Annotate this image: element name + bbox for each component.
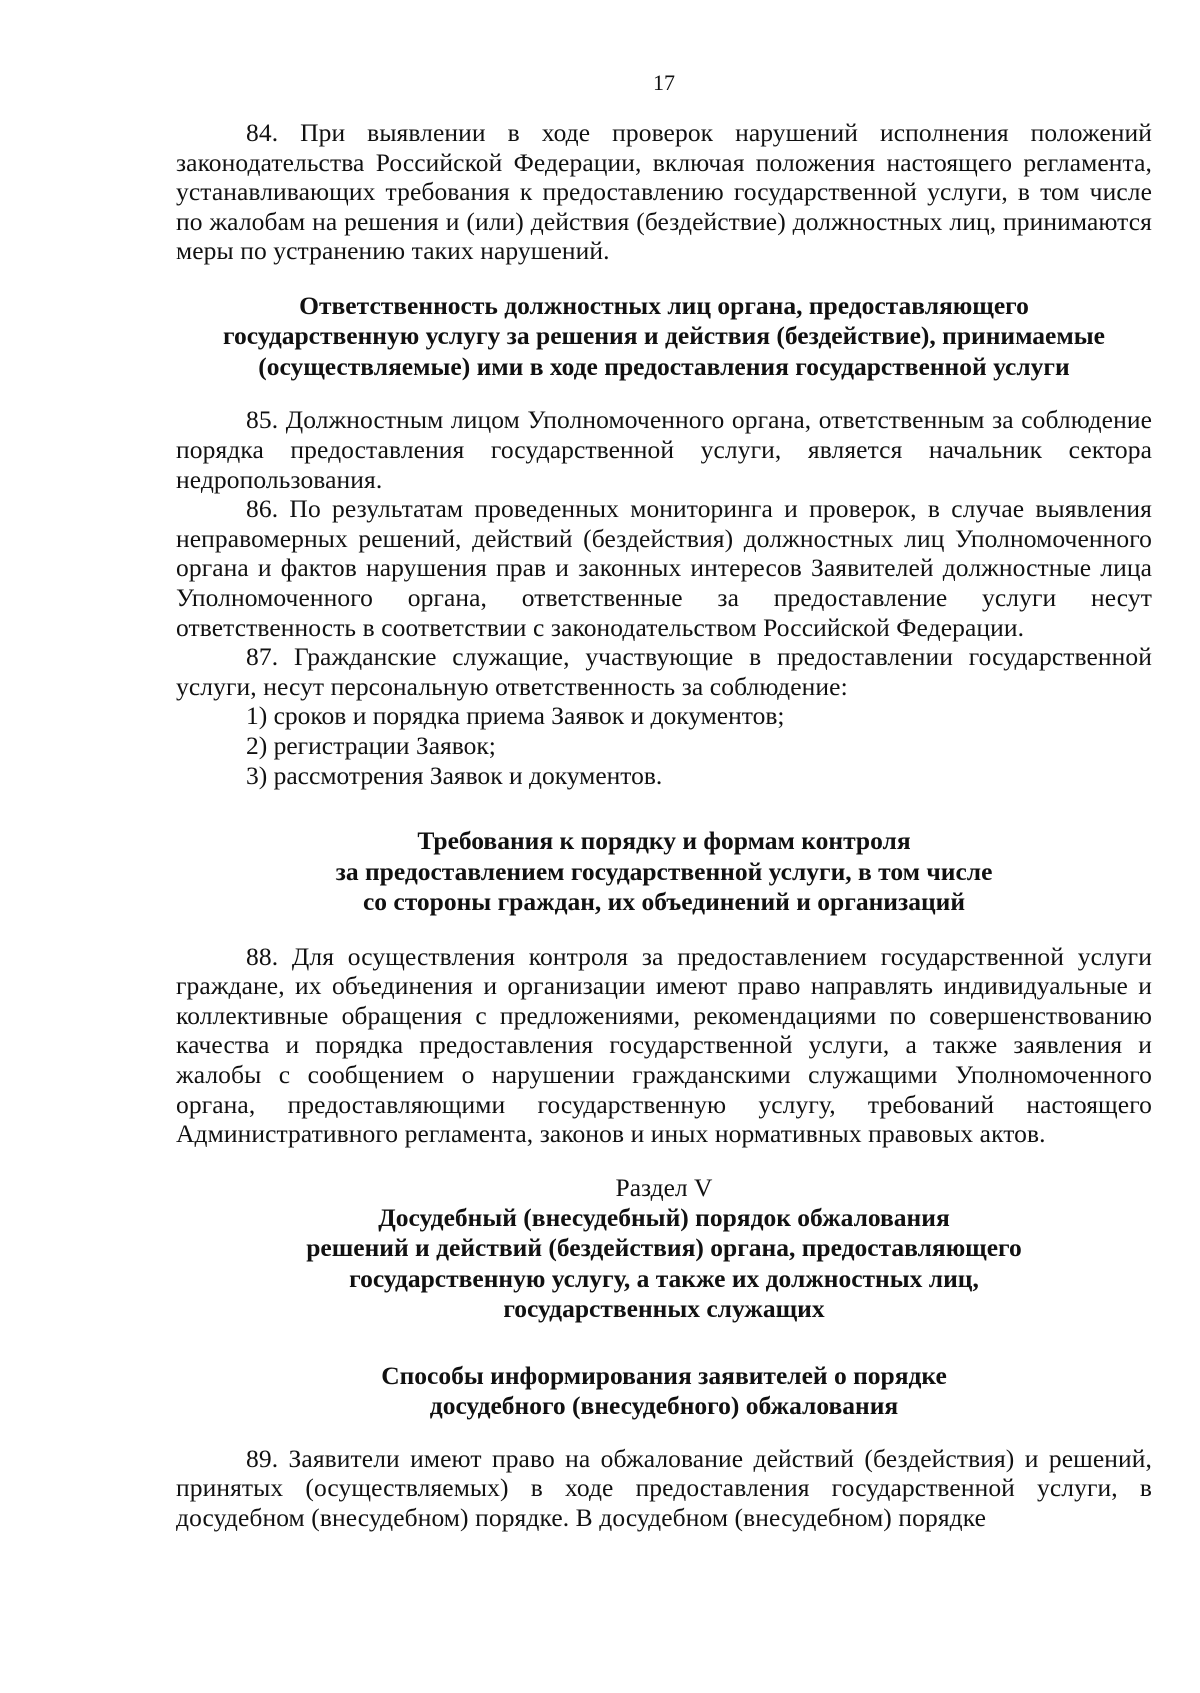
- heading-line: Досудебный (внесудебный) порядок обжалования: [378, 1202, 950, 1232]
- heading-line: Ответственность должностных лиц органа, предоставляющего: [299, 290, 1029, 320]
- paragraph-86: 86. По результатам проведенных мониторинга и проверок, в случае выявления неправомерных решений, действий (бездействия) должностных лиц Уполномоченного органа и фактов нарушения прав и законных интересов Заявителей должностные лица Уполномоченного органа, ответственные за предоставление услуги несут ответственность в соответствии с законодательством Российской Федерации.: [176, 494, 1152, 642]
- heading-inform: [176, 1361, 1152, 1422]
- section-label: Раздел V: [615, 1172, 713, 1202]
- paragraph-87: 87. Гражданские служащие, участвующие в предоставлении государственной услуги, несут персональную ответственность за соблюдение:: [176, 642, 1152, 701]
- paragraph-84: 84. При выявлении в ходе проверок нарушений исполнения положений законодательства Российской Федерации, включая положения настоящего регламента, устанавливающих требования к предоставлению государственной услуги, в том числе по жалобам на решения и (или) действия (бездействие) должностных лиц, принимаются меры по устранению таких нарушений.: [176, 118, 1152, 266]
- heading-responsibility: [176, 291, 1152, 383]
- list-item: 3) рассмотрения Заявок и документов.: [246, 760, 663, 790]
- heading-line: государственную услугу за решения и действия (бездействие), принимаемые: [223, 321, 1105, 351]
- paragraph-89: 89. Заявители имеют право на обжалование действий (бездействия) и решений, принятых (осуществляемых) в ходе предоставления государственной услуги, в досудебном (внесудебном) порядке. В досудебном (внесудебном) порядке: [176, 1443, 1152, 1533]
- page-number: 17: [653, 70, 675, 95]
- heading-line: со стороны граждан, их объединений и организаций: [362, 887, 966, 917]
- heading-line: Способы информирования заявителей о порядке: [381, 1360, 947, 1390]
- heading-section-v: [176, 1203, 1152, 1325]
- heading-line: досудебного (внесудебного) обжалования: [429, 1391, 899, 1421]
- heading-line: Требования к порядку и формам контроля: [417, 826, 911, 856]
- list-item: 2) регистрации Заявок;: [246, 731, 496, 760]
- heading-line: решений и действий (бездействия) органа, предоставляющего: [306, 1233, 1022, 1263]
- paragraph-85: 85. Должностным лицом Уполномоченного органа, ответственным за соблюдение порядка предоставления государственной услуги, является начальник сектора недропользования.: [176, 405, 1152, 494]
- heading-line: (осуществляемые) ими в ходе предоставления государственной услуги: [258, 351, 1070, 381]
- paragraph-88: 88. Для осуществления контроля за предоставлением государственной услуги граждане, их объединения и организации имеют право направлять индивидуальные и коллективные обращения с предложениями, рекомендациями по совершенствованию качества и порядка предоставления государственной услуги, а также заявления и жалобы с сообщением о нарушении гражданскими служащими Уполномоченного органа, предоставляющими государственную услугу, требований настоящего Административного регламента, законов и иных нормативных правовых актов.: [176, 941, 1152, 1149]
- heading-line: государственных служащих: [503, 1294, 825, 1324]
- heading-line: государственную услугу, а также их должностных лиц,: [349, 1263, 979, 1293]
- heading-control: [176, 826, 1152, 918]
- list-item: 1) сроков и порядка приема Заявок и документов;: [246, 701, 785, 731]
- heading-line: за предоставлением государственной услуги, в том числе: [335, 856, 993, 886]
